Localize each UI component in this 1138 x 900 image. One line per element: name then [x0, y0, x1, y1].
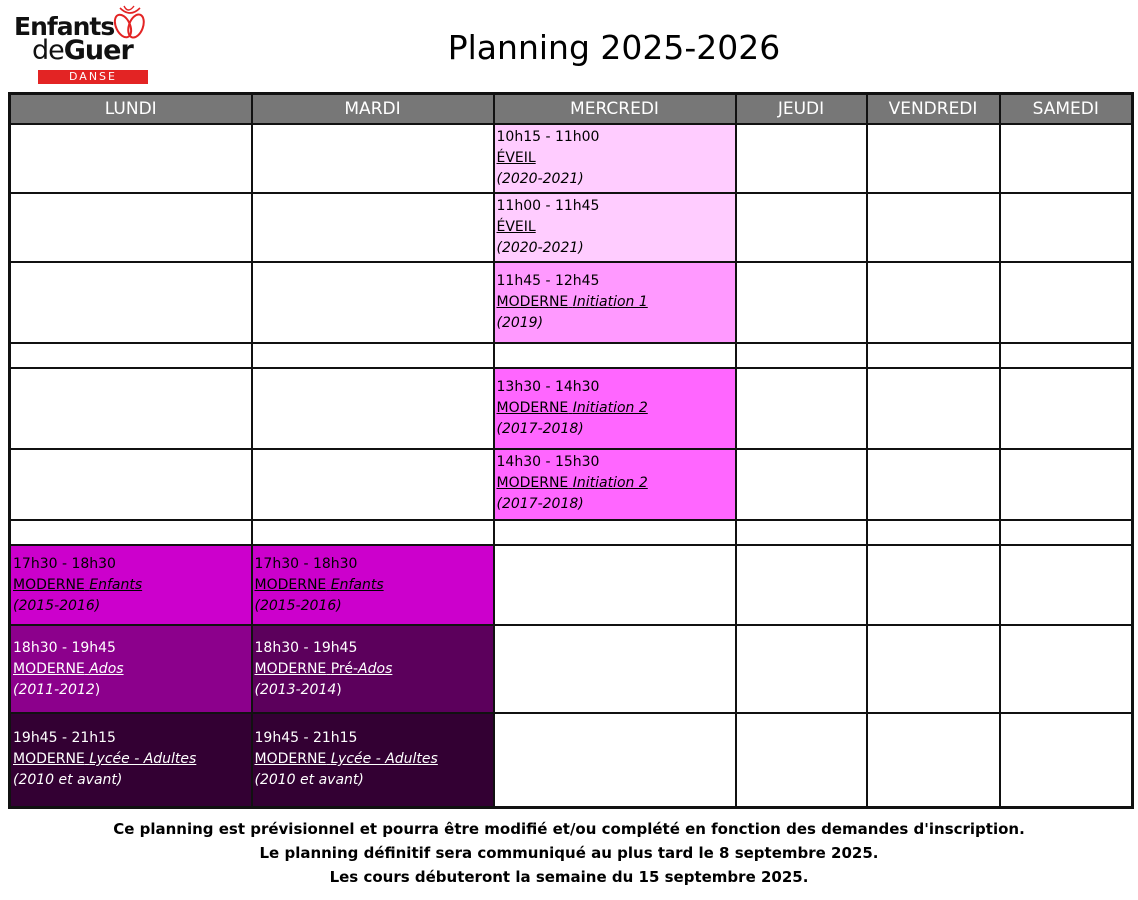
footer-line-2: Le planning définitif sera communiqué au plus tard le 8 septembre 2025. — [259, 844, 879, 862]
footer-notes — [0, 817, 1138, 889]
course-level: Enfants — [89, 577, 143, 593]
empty-cell — [252, 343, 494, 368]
course-cell-initiation-2-a[interactable] — [494, 368, 736, 449]
empty-cell — [10, 368, 252, 449]
course-level: Lycée - Adultes — [89, 751, 197, 767]
birth-years: (2017-2018) — [496, 421, 584, 437]
course-link[interactable]: ÉVEIL — [496, 150, 536, 166]
empty-cell — [736, 368, 867, 449]
course-name: MODERNE — [254, 751, 327, 767]
empty-cell — [736, 520, 867, 545]
course-time: 18h30 - 19h45 — [254, 640, 358, 656]
empty-cell — [867, 713, 1000, 807]
course-cell-eveil-2[interactable] — [494, 193, 736, 262]
birth-years: (2017-2018) — [496, 496, 584, 512]
course-time: 10h15 - 11h00 — [496, 129, 600, 145]
empty-cell — [736, 625, 867, 713]
course-link[interactable] — [255, 575, 491, 596]
course-cell-mardi-adultes[interactable] — [252, 713, 494, 807]
course-level: Initiation 2 — [572, 475, 648, 491]
course-level-prefix: Pré- — [330, 661, 359, 677]
empty-cell — [736, 124, 867, 193]
course-level: Initiation 1 — [572, 294, 648, 310]
course-cell-lundi-enfants[interactable] — [10, 545, 252, 625]
table-row — [10, 545, 1133, 625]
logo-text-enfants: Enfants — [14, 12, 115, 41]
course-cell-initiation-1[interactable] — [494, 262, 736, 343]
course-link[interactable] — [497, 398, 733, 419]
header-lundi: LUNDI — [10, 94, 252, 125]
course-cell-lundi-adultes[interactable] — [10, 713, 252, 807]
birth-years: (2010 et avant) — [13, 772, 123, 788]
birth-years: (2020-2021) — [496, 171, 584, 187]
empty-cell — [1000, 262, 1133, 343]
empty-cell — [867, 545, 1000, 625]
empty-cell — [252, 124, 494, 193]
empty-cell — [1000, 343, 1133, 368]
empty-cell — [10, 262, 252, 343]
empty-cell — [494, 625, 736, 713]
course-name: MODERNE — [496, 400, 569, 416]
empty-cell — [252, 449, 494, 520]
course-time: 19h45 - 21h15 — [13, 730, 116, 746]
table-row — [10, 520, 1133, 545]
course-link[interactable] — [255, 749, 491, 770]
empty-cell — [867, 124, 1000, 193]
table-row — [10, 193, 1133, 262]
empty-cell — [10, 520, 252, 545]
footer-line-1: Ce planning est prévisionnel et pourra être modifié et/ou complété en fonction des demandes d'inscription. — [113, 820, 1025, 838]
course-cell-initiation-2-b[interactable] — [494, 449, 736, 520]
course-time: 19h45 - 21h15 — [254, 730, 358, 746]
empty-cell — [252, 520, 494, 545]
course-time: 14h30 - 15h30 — [496, 454, 600, 470]
empty-cell — [867, 449, 1000, 520]
empty-cell — [494, 520, 736, 545]
empty-cell — [1000, 713, 1133, 807]
empty-cell — [10, 449, 252, 520]
empty-cell — [736, 545, 867, 625]
course-level: Initiation 2 — [572, 400, 648, 416]
birth-years: (2015-2016) — [13, 598, 101, 614]
course-time: 17h30 - 18h30 — [13, 556, 116, 572]
course-level: Enfants — [330, 577, 384, 593]
empty-cell — [736, 343, 867, 368]
birth-years: (2011-2012 — [13, 682, 95, 698]
empty-cell — [736, 193, 867, 262]
course-link[interactable]: ÉVEIL — [496, 219, 536, 235]
empty-cell — [867, 625, 1000, 713]
empty-cell — [1000, 545, 1133, 625]
course-level: Lycée - Adultes — [330, 751, 438, 767]
course-name: MODERNE — [13, 661, 85, 677]
header-samedi: SAMEDI — [1000, 94, 1133, 125]
header-mardi: MARDI — [252, 94, 494, 125]
birth-years: (2013-2014 — [254, 682, 337, 698]
logo-text-de: de — [32, 35, 64, 66]
course-link[interactable] — [13, 659, 249, 680]
table-row — [10, 343, 1133, 368]
empty-cell — [1000, 193, 1133, 262]
schedule-table — [8, 92, 1134, 809]
empty-cell — [252, 193, 494, 262]
empty-cell — [736, 713, 867, 807]
course-name: MODERNE — [496, 475, 569, 491]
birth-years: (2015-2016) — [254, 598, 342, 614]
empty-cell — [1000, 520, 1133, 545]
empty-cell — [867, 520, 1000, 545]
header-mercredi: MERCREDI — [494, 94, 736, 125]
course-link[interactable] — [13, 749, 249, 770]
birth-years-close: ) — [336, 682, 342, 698]
empty-cell — [1000, 449, 1133, 520]
footer-line-3: Les cours débuteront la semaine du 15 septembre 2025. — [329, 868, 809, 886]
course-cell-mardi-preados[interactable] — [252, 625, 494, 713]
course-time: 11h00 - 11h45 — [496, 198, 600, 214]
empty-cell — [252, 262, 494, 343]
course-cell-eveil-1[interactable] — [494, 124, 736, 193]
header-row — [10, 94, 1133, 125]
table-row — [10, 625, 1133, 713]
course-level: Ados — [89, 661, 124, 677]
course-name: MODERNE — [496, 294, 569, 310]
header-jeudi: JEUDI — [736, 94, 867, 125]
table-row — [10, 262, 1133, 343]
course-time: 13h30 - 14h30 — [496, 379, 600, 395]
course-link[interactable] — [497, 292, 733, 313]
empty-cell — [736, 449, 867, 520]
empty-cell — [494, 713, 736, 807]
empty-cell — [10, 124, 252, 193]
empty-cell — [494, 343, 736, 368]
page-title: Planning 2025-2026 — [447, 28, 781, 67]
logo-text-guer: Guer — [63, 35, 133, 66]
birth-years-close: ) — [94, 682, 101, 698]
empty-cell — [252, 368, 494, 449]
course-level: Ados — [358, 661, 393, 677]
course-cell-lundi-ados[interactable] — [10, 625, 252, 713]
course-time: 11h45 - 12h45 — [496, 273, 600, 289]
empty-cell — [494, 545, 736, 625]
empty-cell — [867, 262, 1000, 343]
header-vendredi: VENDREDI — [867, 94, 1000, 125]
empty-cell — [10, 193, 252, 262]
empty-cell — [867, 368, 1000, 449]
empty-cell — [10, 343, 252, 368]
empty-cell — [736, 262, 867, 343]
course-link[interactable] — [497, 473, 733, 494]
empty-cell — [1000, 625, 1133, 713]
table-row — [10, 713, 1133, 807]
empty-cell — [1000, 124, 1133, 193]
logo-badge-danse: DANSE — [38, 70, 148, 84]
course-link[interactable] — [255, 659, 491, 680]
course-time: 18h30 - 19h45 — [13, 640, 116, 656]
course-name: MODERNE — [254, 577, 327, 593]
course-name: MODERNE — [254, 661, 327, 677]
course-name: MODERNE — [13, 577, 85, 593]
table-row — [10, 368, 1133, 449]
birth-years: (2019) — [496, 315, 544, 331]
table-row — [10, 124, 1133, 193]
empty-cell — [867, 193, 1000, 262]
birth-years: (2020-2021) — [496, 240, 584, 256]
empty-cell — [1000, 368, 1133, 449]
empty-cell — [867, 343, 1000, 368]
course-time: 17h30 - 18h30 — [254, 556, 358, 572]
course-name: MODERNE — [13, 751, 85, 767]
course-cell-mardi-enfants[interactable] — [252, 545, 494, 625]
course-link[interactable] — [13, 575, 249, 596]
table-row — [10, 449, 1133, 520]
birth-years: (2010 et avant) — [254, 772, 364, 788]
